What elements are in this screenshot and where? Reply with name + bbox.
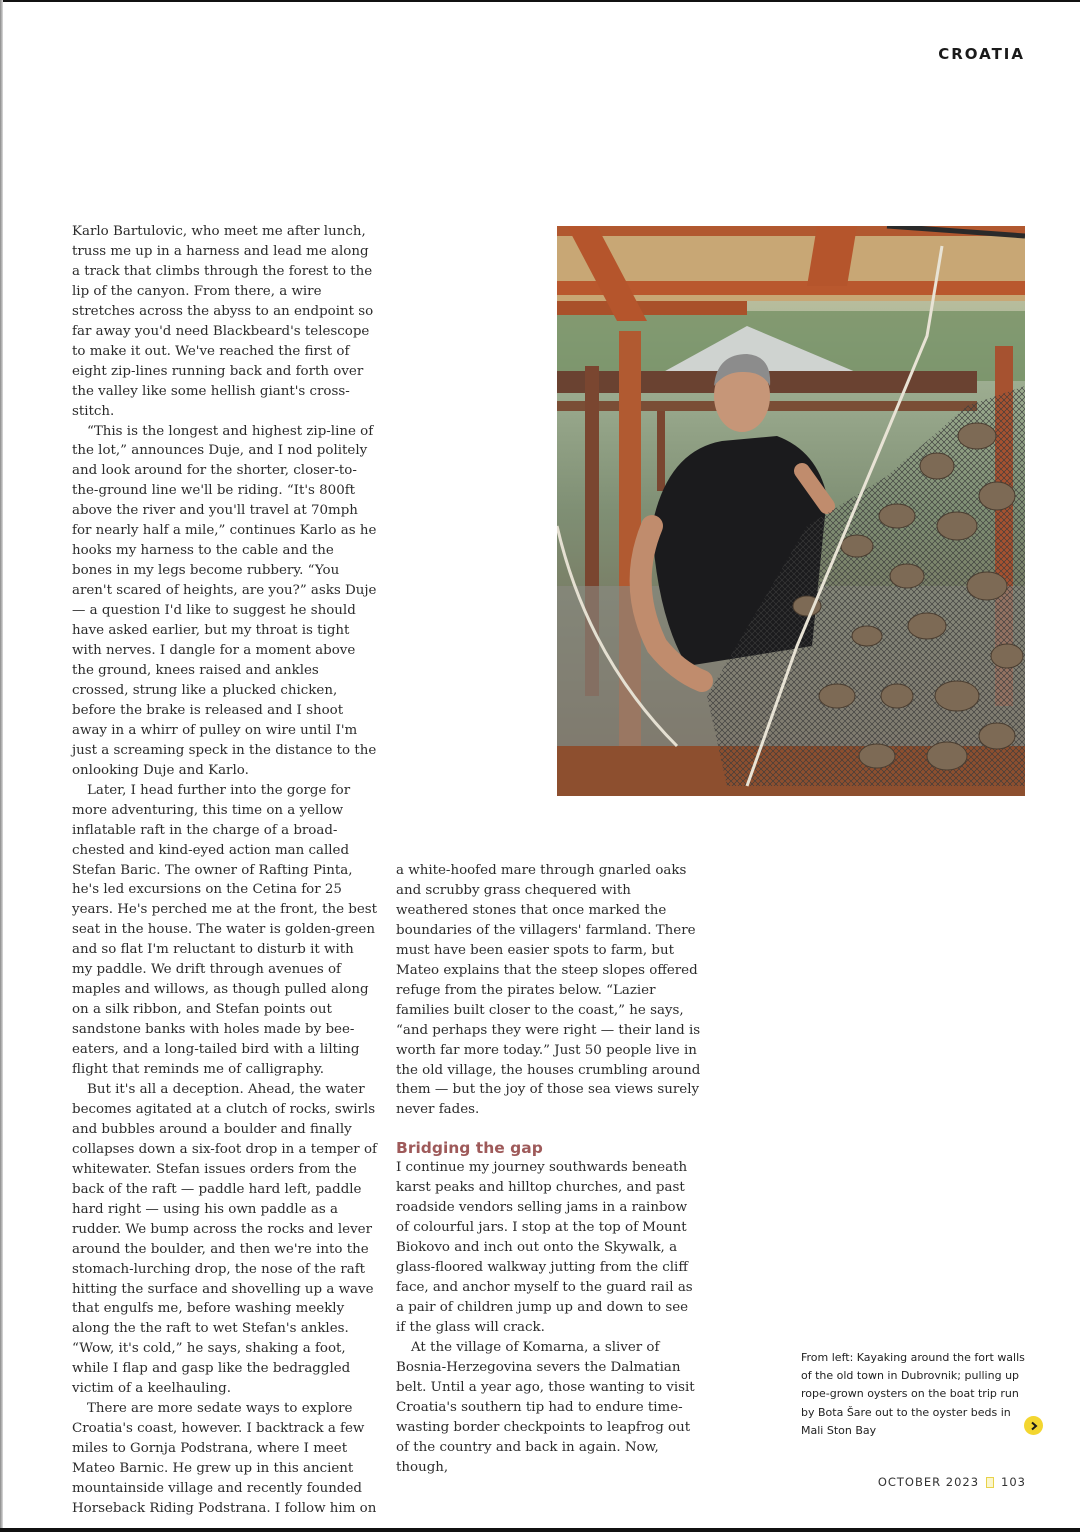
chevron-right-icon <box>1029 1421 1039 1431</box>
page-edge <box>0 0 3 1532</box>
oyster-photo <box>557 226 1025 796</box>
roof-beam <box>557 301 747 315</box>
issue-date: OCTOBER 2023 <box>877 1475 980 1489</box>
page-footer <box>878 1475 1026 1489</box>
paragraph: I continue my journey southwards beneath karst peaks and hilltop churches, and past roadside vendors selling jams in a rainbow of colourful jars. I stop at the top of Mount Biokovo and inch out onto the Skywalk, a glass-floored walkway jutting from the cliff face, and anchor myself to the guard rail as a pair of children jump up and down to see if the glass will crack. <box>396 1160 693 1336</box>
paragraph: At the village of Komarna, a sliver of Bosnia-Herzegovina severs the Dalmatian belt. Until a year ago, those wanting to visit Croatia's southern tip had to endure time-wasting border checkpoints to leapfrog out of the country and back in again. Now, though, <box>396 1339 695 1475</box>
photo-caption: From left: Kayaking around the fort walls of the old town in Dubrovnik; pulling up rope-grown oysters on the boat trip run by Bota Šare out to the oyster beds in Mali Ston Bay <box>801 1351 1025 1437</box>
separator-square-icon <box>986 1477 994 1488</box>
paragraph: There are more sedate ways to explore Croatia's coast, however. I backtrack a few miles to Gornja Podstrana, where I meet Mateo Barnic. He grew up in this ancient mountainside village and recently founded Horseback Riding Podstrana. I follow him on <box>72 1401 377 1516</box>
paragraph: Karlo Bartulovic, who meet me after lunch, truss me up in a harness and lead me along a track that climbs through the forest to the lip of the canyon. From there, a wire stretches across the abyss to an endpoint so far away you'd need Blackbeard's telescope to make it out. We've reached the first of eight zip-lines running back and forth over the valley like some hellish giant's cross-stitch. <box>72 224 374 419</box>
subheading: Bridging the gap <box>396 1139 543 1158</box>
section-label: CROATIA <box>938 45 1025 63</box>
top-border <box>0 0 1080 2</box>
paragraph: Later, I head further into the gorge for more adventuring, this time on a yellow inflatable raft in the charge of a broad-chested and kind-eyed action man called Stefan Baric. The owner of Rafting Pinta, he's led excursions on the Cetina for 25 years. He's perched me at the front, the best seat in the house. The water is golden-green and so flat I'm reluctant to disturb it with my paddle. We drift through avenues of maples and willows, as though pulled along on a silk ribbon, and Stefan points out sandstone banks with holes made by bee-eaters, and a long-tailed bird with a lilting flight that reminds me of calligraphy. <box>72 782 378 1078</box>
bottom-border <box>0 1528 1080 1532</box>
article-column-1 <box>72 222 377 1519</box>
photo-illustration <box>557 226 1025 796</box>
article-column-2 <box>396 861 701 1478</box>
wooden-post <box>657 411 665 491</box>
page-number: 103 <box>1001 1475 1026 1489</box>
paragraph: But it's all a deception. Ahead, the water becomes agitated at a clutch of rocks, swirls and bubbles around a boulder and finally collapses down a six-foot drop in a temper of whitewater. Stefan issues orders from the back of the raft — paddle hard left, paddle hard right — using his own paddle as a rudder. We bump across the rocks and lever around the boulder, and then we're into the stomach-lurching drop, the nose of the raft hitting the surface and shovelling up a wave that engulfs me, before washing meekly along the the raft to wet Stefan's ankles. “Wow, it's cold,” he says, shaking a foot, while I flap and gasp like the bedraggled victim of a keelhauling. <box>72 1081 377 1397</box>
paragraph: “This is the longest and highest zip-line of the lot,” announces Duje, and I nod politely and look around for the shorter, closer-to-the-ground line we'll be riding. “It's 800ft above the river and you'll travel at 70mph for nearly half a mile,” continues Karlo as he hooks my harness to the cable and the bones in my legs become rubbery. “You aren't scared of heights, are you?” asks Duje — a question I'd like to suggest he should have asked earlier, but my throat is tight with nerves. I dangle for a moment above the ground, knees raised and ankles crossed, strung like a plucked chicken, before the brake is released and I shoot away in a whirr of pulley on wire until I'm just a screaming speck in the distance to the onlooking Duje and Karlo. <box>72 423 377 778</box>
next-page-button[interactable] <box>1024 1416 1043 1435</box>
paragraph: a white-hoofed mare through gnarled oaks and scrubby grass chequered with weathered stones that once marked the boundaries of the villagers' farmland. There must have been easier spots to farm, but Mateo explains that the steep slopes offered refuge from the pirates below. “Lazier families built closer to the coast,” he says, “and perhaps they were right — their land is worth far more today.” Just 50 people live in the old village, the houses crumbling around them — but the joy of those sea views surely never fades. <box>396 863 701 1118</box>
